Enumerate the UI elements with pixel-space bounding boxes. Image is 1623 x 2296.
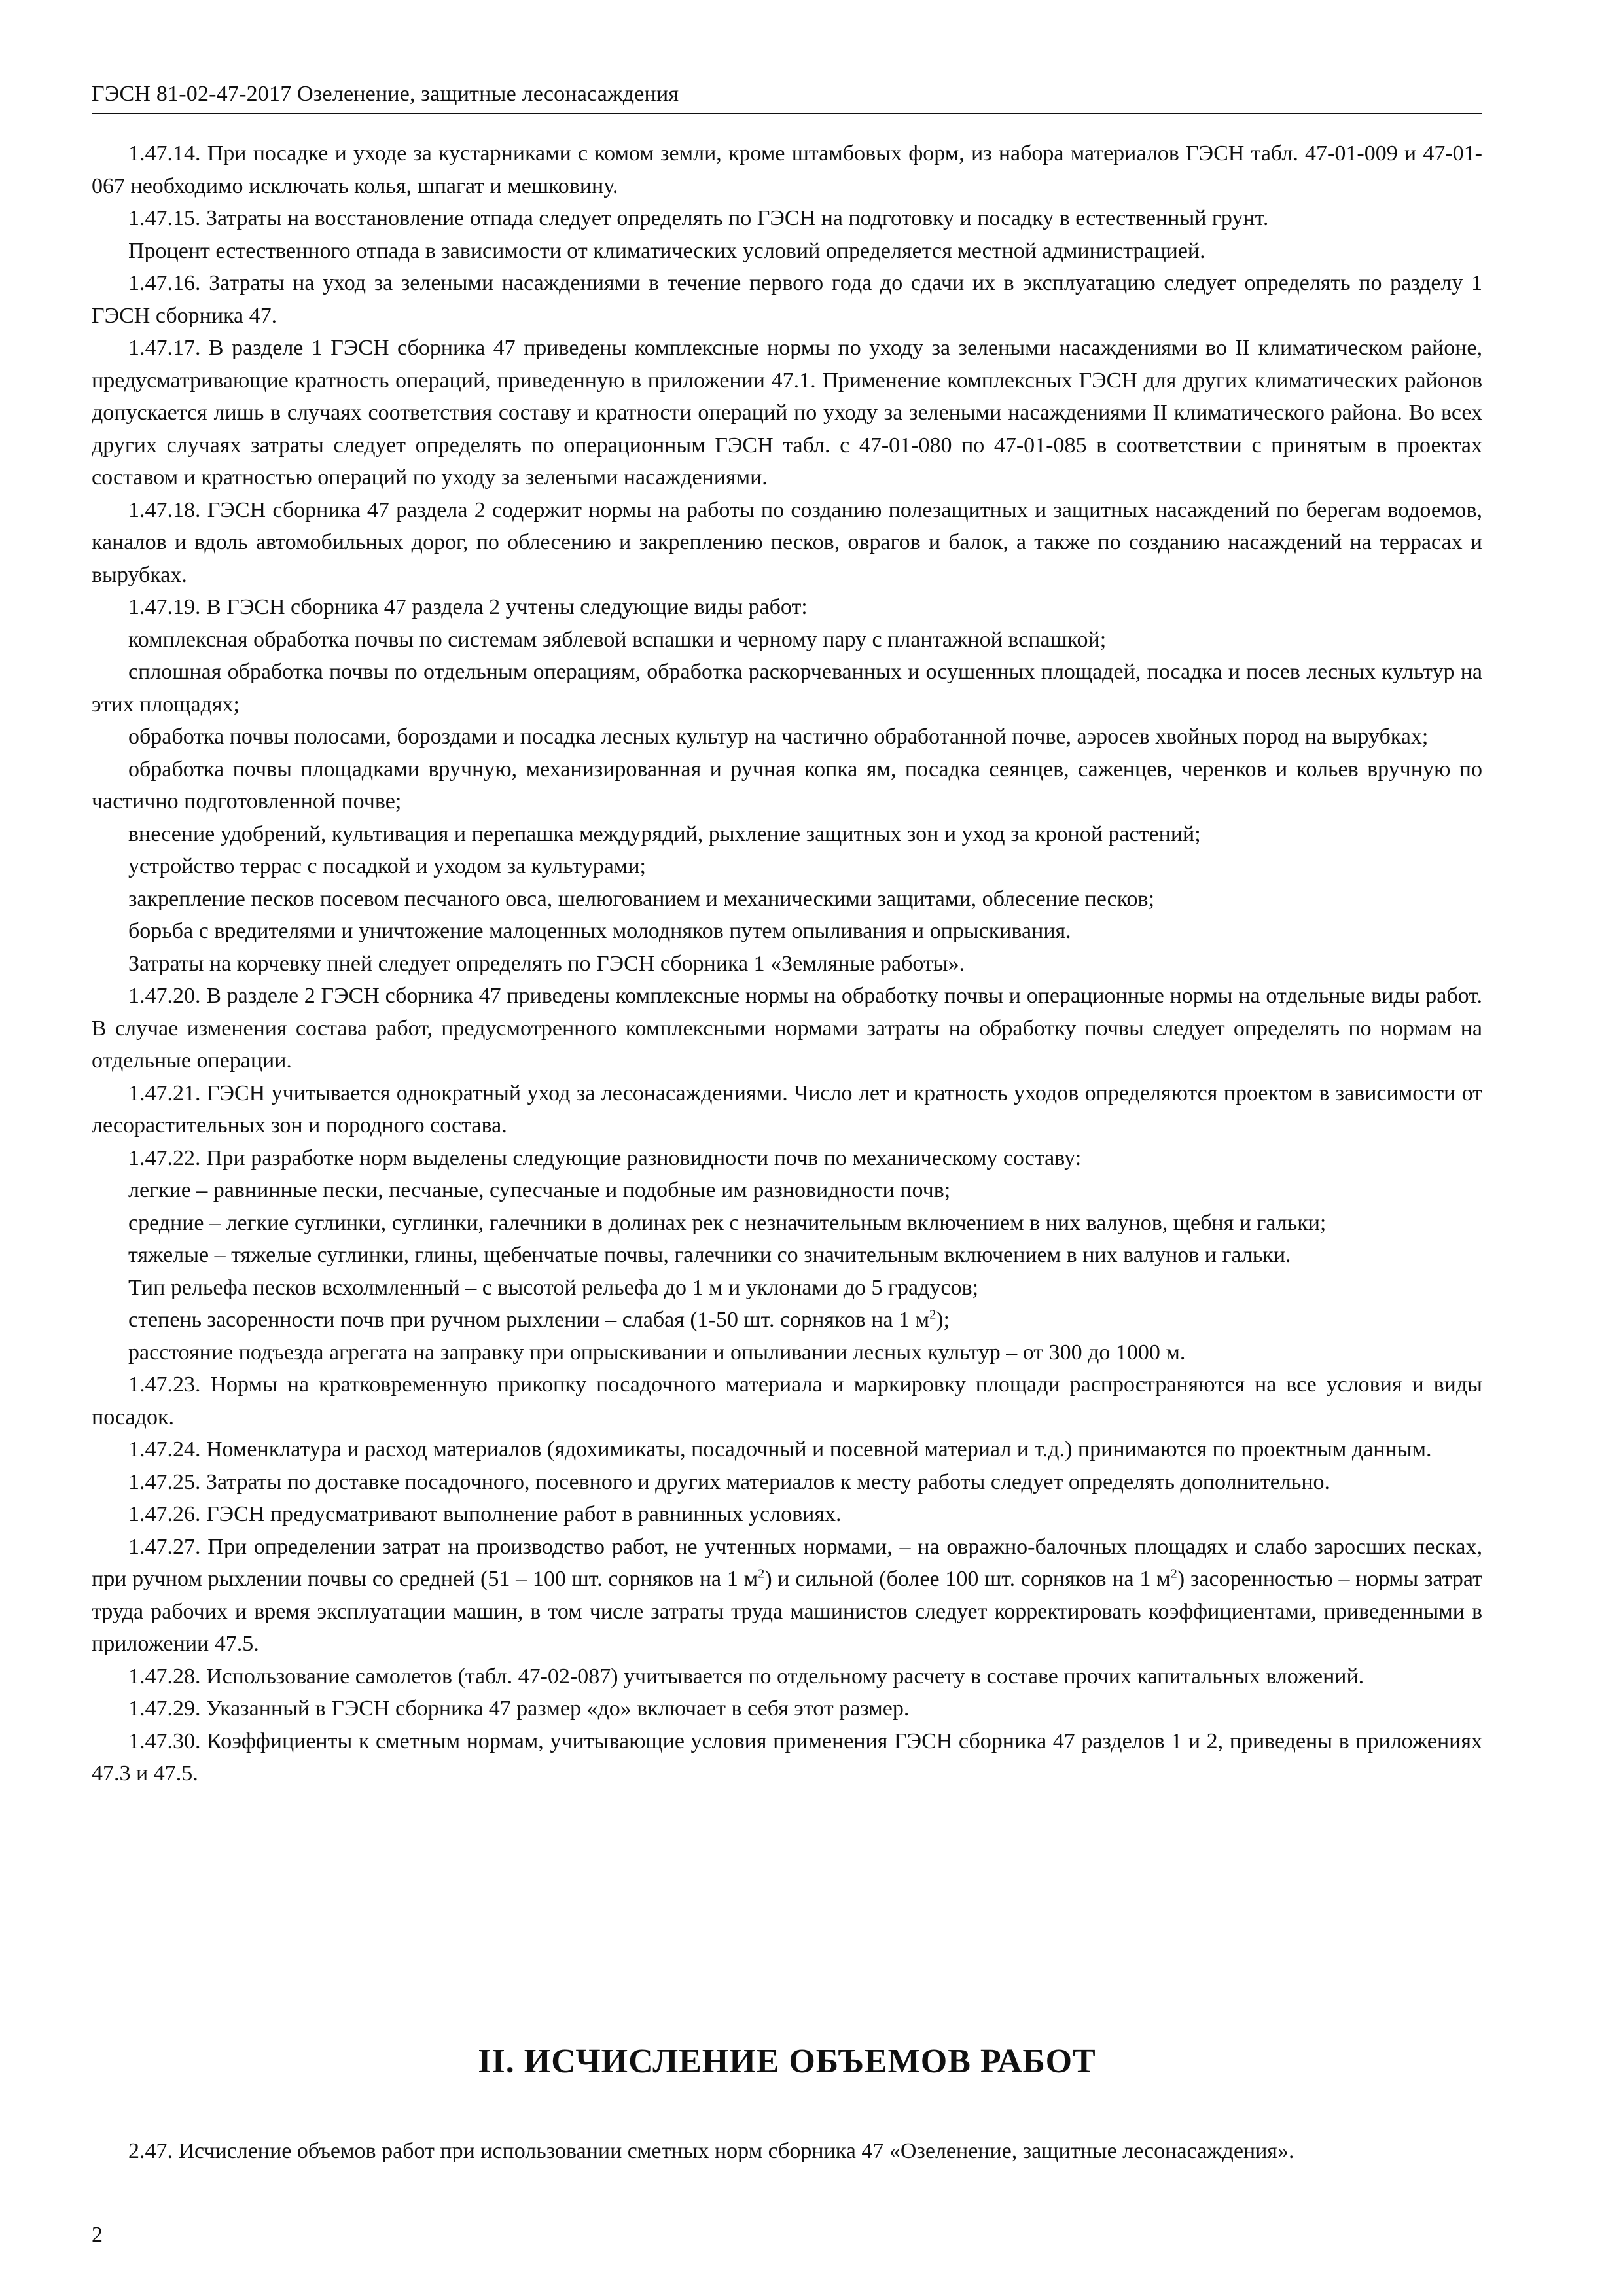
running-header: ГЭСН 81-02-47-2017 Озеленение, защитные лесонасаждения bbox=[92, 79, 1482, 114]
soil-type-heavy: тяжелые – тяжелые суглинки, глины, щебенчатые почвы, галечники со значительным включением в них валунов и гальки. bbox=[128, 1243, 1291, 1267]
paragraph-1-47-26: 1.47.26. ГЭСН предусматривают выполнение работ в равнинных условиях. bbox=[128, 1502, 842, 1526]
paragraph-stump-removal: Затраты на корчевку пней следует определять по ГЭСН сборника 1 «Земляные работы». bbox=[128, 951, 965, 976]
document-page bbox=[92, 0, 1482, 2296]
paragraph-1-47-18: 1.47.18. ГЭСН сборника 47 раздела 2 содержит нормы на работы по созданию полезащитных и защитных насаждений по берегам водоемов, каналов и вдоль автомобильных дорог, по облесению и закреплению песков, оврагов и балок, а также по созданию насаждений на террасах и вырубках. bbox=[92, 497, 1482, 587]
paragraph-1-47-23: 1.47.23. Нормы на кратковременную прикопку посадочного материала и маркировку площади распространяются на все условия и виды посадок. bbox=[92, 1372, 1482, 1429]
paragraph-1-47-20: 1.47.20. В разделе 2 ГЭСН сборника 47 приведены комплексные нормы на обработку почвы и операционные нормы на отдельные виды работ. В случае изменения состава работ, предусмотренного комплексными нормами затраты на обработку почвы следует определять по нормам на отдельные операции. bbox=[92, 984, 1482, 1073]
paragraph-1-47-24: 1.47.24. Номенклатура и расход материалов (ядохимикаты, посадочный и посевной материал и т.д.) принимаются по проектным данным. bbox=[128, 1437, 1432, 1462]
paragraph-1-47-15: 1.47.15. Затраты на восстановление отпада следует определять по ГЭСН на подготовку и посадку в естественный грунт. bbox=[128, 206, 1269, 230]
paragraph-1-47-19: 1.47.19. В ГЭСН сборника 47 раздела 2 учтены следующие виды работ: bbox=[128, 595, 808, 619]
paragraph-1-47-21: 1.47.21. ГЭСН учитывается однократный уход за лесонасаждениями. Число лет и кратность уходов определяются проектом в зависимости от лесорастительных зон и породного состава. bbox=[92, 1081, 1482, 1138]
work-item-pest-control: борьба с вредителями и уничтожение малоценных молодняков путем опыливания и опрыскивания. bbox=[128, 919, 1071, 943]
paragraph-2-47: 2.47. Исчисление объемов работ при использовании сметных норм сборника 47 «Озеленение, защитные лесонасаждения». bbox=[128, 2139, 1294, 2163]
work-item-plot-tillage: обработка почвы площадками вручную, механизированная и ручная копка ям, посадка сеянцев, саженцев, черенков и кольев вручную по частично подготовленной почве; bbox=[92, 757, 1482, 814]
paragraph-1-47-29: 1.47.29. Указанный в ГЭСН сборника 47 размер «до» включает в себя этот размер. bbox=[128, 1696, 910, 1721]
paragraph-1-47-16: 1.47.16. Затраты на уход за зелеными насаждениями в течение первого года до сдачи их в эксплуатацию следует определять по разделу 1 ГЭСН сборника 47. bbox=[92, 271, 1482, 328]
paragraph-1-47-25: 1.47.25. Затраты по доставке посадочного, посевного и других материалов к месту работы следует определять дополнительно. bbox=[128, 1469, 1330, 1494]
paragraph-natural-loss: Процент естественного отпада в зависимости от климатических условий определяется местной администрацией. bbox=[128, 238, 1205, 263]
paragraph-1-47-28: 1.47.28. Использование самолетов (табл. 47-02-087) учитывается по отдельному расчету в составе прочих капитальных вложений. bbox=[128, 1664, 1364, 1689]
work-item-strip-tillage: обработка почвы полосами, бороздами и посадка лесных культур на частично обработанной почве, аэросев хвойных пород на вырубках; bbox=[128, 725, 1429, 749]
work-item-continuous-tillage: сплошная обработка почвы по отдельным операциям, обработка раскорчеванных и осушенных площадей, посадка и посев лесных культур на этих площадях; bbox=[92, 660, 1482, 717]
paragraph-1-47-30: 1.47.30. Коэффициенты к сметным нормам, учитывающие условия применения ГЭСН сборника 47 разделов 1 и 2, приведены в приложениях 47.3 и 47.5. bbox=[92, 1729, 1482, 1785]
section-title: II. ИСЧИСЛЕНИЕ ОБЪЕМОВ РАБОТ bbox=[478, 2043, 1096, 2080]
body-text bbox=[92, 137, 1482, 1790]
paragraph-weed-infestation: степень засоренности почв при ручном рыхлении – слабая (1-50 шт. сорняков на 1 $м^2$); bbox=[128, 1307, 950, 1332]
paragraph-refuel-distance: расстояние подъезда агрегата на заправку при опрыскивании и опыливании лесных культур – от 300 до 1000 м. bbox=[128, 1340, 1186, 1365]
paragraph-1-47-17: 1.47.17. В разделе 1 ГЭСН сборника 47 приведены комплексные нормы по уходу за зелеными насаждениями во II климатическом районе, предусматривающие кратность операций, приведенную в приложении 47.1. Применение комплексных ГЭСН для других климатических районов допускается лишь в случаях соответствия составу и кратности операций по уходу за зелеными насаждениями II климатического района. Во всех других случаях затраты следует определять по операционным ГЭСН табл. с 47-01-080 по 47-01-085 в соответствии с принятым в проектах составом и кратностью операций по уходу за зелеными насаждениями. bbox=[92, 336, 1482, 490]
work-item-sand-fixing: закрепление песков посевом песчаного овса, шелюгованием и механическими защитами, облесение песков; bbox=[128, 886, 1155, 911]
soil-type-light: легкие – равнинные пески, песчаные, супесчаные и подобные им разновидности почв; bbox=[128, 1178, 951, 1202]
paragraph-1-47-22: 1.47.22. При разработке норм выделены следующие разновидности почв по механическому составу: bbox=[128, 1145, 1082, 1170]
soil-type-medium: средние – легкие суглинки, суглинки, галечники в долинах рек с незначительным включением в них валунов, щебня и гальки; bbox=[128, 1210, 1327, 1235]
work-item-complex-tillage: комплексная обработка почвы по системам зяблевой вспашки и черному пару с плантажной вспашкой; bbox=[128, 627, 1107, 652]
paragraph-1-47-27: 1.47.27. При определении затрат на производство работ, не учтенных нормами, – на овражно-балочных площадях и слабо заросших песках, при ручном рыхлении почвы со средней (51 – 100 шт. сорняков на 1 $м^2$) и сильной (более 100 шт. сорняков на 1 $м^2$) засоренностью – нормы затрат труда рабочих и время эксплуатации машин, в том числе затраты труда машинистов следует корректировать коэффициентами, приведенными в приложении 47.5. bbox=[92, 1534, 1482, 1656]
section-body bbox=[92, 2135, 1482, 2168]
page-number: 2 bbox=[92, 2223, 103, 2247]
work-item-terraces: устройство террас с посадкой и уходом за культурами; bbox=[128, 854, 646, 878]
work-item-fertilizing: внесение удобрений, культивация и перепашка междурядий, рыхление защитных зон и уход за кроной растений; bbox=[128, 821, 1201, 846]
paragraph-relief-type: Тип рельефа песков всхолмленный – с высотой рельефа до 1 м и уклонами до 5 градусов; bbox=[128, 1275, 978, 1300]
paragraph-1-47-14: 1.47.14. При посадке и уходе за кустарниками с комом земли, кроме штамбовых форм, из набора материалов ГЭСН табл. 47-01-009 и 47-01-067 необходимо исключать колья, шпагат и мешковину. bbox=[92, 141, 1482, 198]
